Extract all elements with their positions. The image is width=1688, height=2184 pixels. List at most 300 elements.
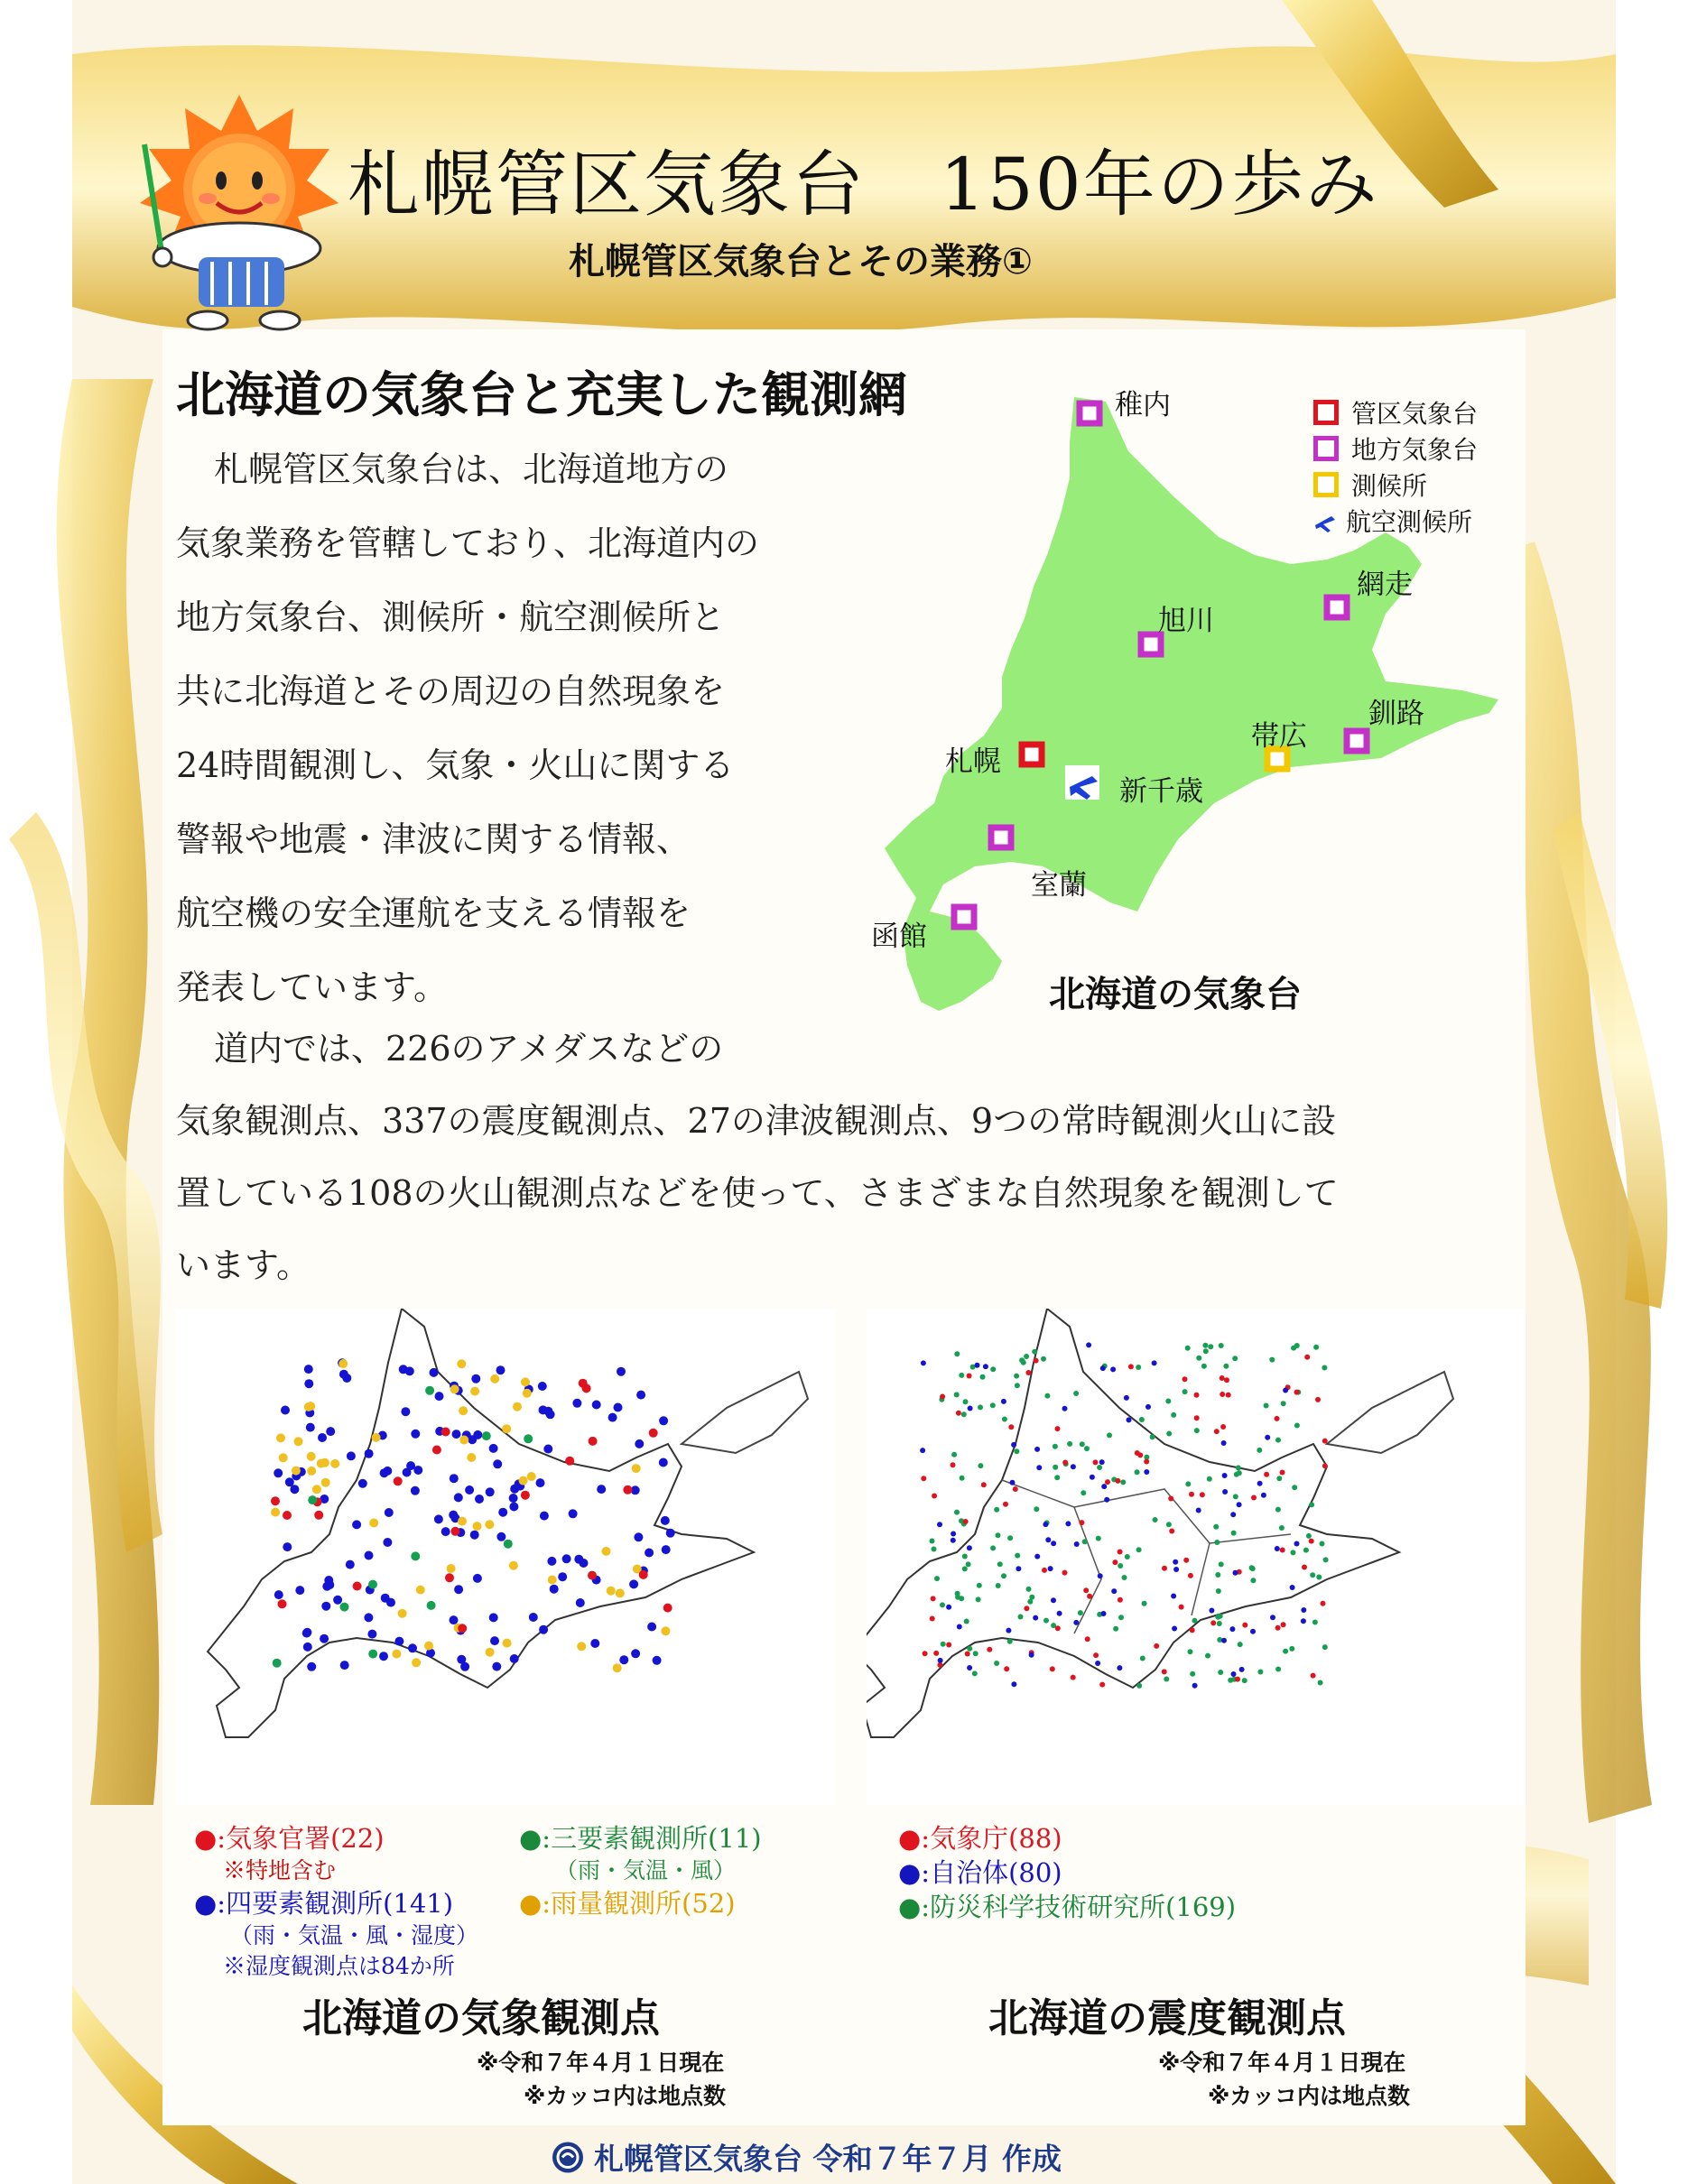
station-dot <box>959 1373 964 1378</box>
station-dot <box>636 1391 645 1400</box>
station-dot <box>1281 1622 1286 1627</box>
station-dot <box>324 1576 333 1585</box>
station-dot <box>1018 1615 1024 1620</box>
station-dot <box>1034 1554 1040 1559</box>
station-dot <box>471 1374 480 1384</box>
station-dot <box>1032 1349 1037 1355</box>
station-dot <box>661 1516 670 1525</box>
station-dot <box>521 1491 530 1500</box>
station-dot <box>960 1476 965 1481</box>
station-dot <box>295 1586 304 1595</box>
station-dot <box>509 1503 518 1512</box>
station-dot <box>972 1670 978 1676</box>
station-dot <box>1205 1653 1210 1659</box>
station-dot <box>955 1595 960 1600</box>
station-dot <box>1196 1356 1201 1361</box>
station-dot <box>1011 1442 1016 1448</box>
station-dot <box>452 1430 461 1439</box>
station-dot <box>1128 1364 1134 1369</box>
station-dot <box>632 1464 641 1473</box>
station-dot <box>432 1446 441 1455</box>
station-dot <box>994 1661 999 1666</box>
station-dot <box>1033 1615 1038 1621</box>
station-dot <box>1008 1424 1014 1430</box>
station-dot <box>1067 1441 1072 1447</box>
station-dot <box>1113 1626 1118 1632</box>
station-dot <box>951 1538 956 1543</box>
station-dot <box>468 1435 477 1444</box>
station-dot <box>1019 1357 1025 1363</box>
station-dot <box>304 1402 313 1411</box>
station-dot <box>562 1554 571 1563</box>
station-dot <box>1168 1496 1173 1502</box>
red-square-icon <box>1313 400 1339 425</box>
station-dot <box>490 1636 499 1645</box>
station-dot <box>1050 1666 1055 1671</box>
station-dot <box>450 1384 459 1393</box>
station-dot <box>1015 1383 1020 1388</box>
station-dot <box>659 1458 668 1467</box>
station-dot <box>1280 1548 1285 1553</box>
station-dot <box>1294 1423 1300 1429</box>
station-dot <box>1150 1434 1155 1439</box>
station-dot <box>1104 1497 1109 1503</box>
station-dot <box>449 1511 458 1520</box>
station-dot <box>1309 1539 1314 1544</box>
station-dot <box>450 1474 459 1483</box>
station-dot <box>519 1476 528 1485</box>
station-dot <box>454 1493 463 1502</box>
station-dot <box>574 1555 583 1564</box>
station-dot <box>956 1411 961 1416</box>
station-dot <box>1062 1570 1068 1576</box>
station-dot <box>1216 1588 1221 1594</box>
station-dot <box>1311 1673 1316 1679</box>
station-dot <box>1029 1652 1034 1658</box>
station-dot <box>326 1427 335 1436</box>
station-dot <box>411 1551 420 1560</box>
station-dot <box>459 1406 468 1415</box>
station-dot <box>394 1637 403 1646</box>
station-dot <box>425 1386 434 1395</box>
station-dot <box>1048 1566 1053 1571</box>
station-dot <box>278 1599 287 1608</box>
station-dot <box>558 1572 567 1581</box>
legend-local-gov-stations: ●:自治体(80) <box>898 1857 1062 1888</box>
station-dot <box>1127 1417 1132 1422</box>
station-dot <box>1235 1677 1240 1682</box>
station-dot <box>504 1540 513 1549</box>
station-dot <box>1007 1639 1013 1644</box>
station-dot <box>271 1508 280 1517</box>
station-dot <box>1010 1480 1016 1485</box>
sun-mascot-icon <box>135 90 343 334</box>
station-dot <box>294 1437 303 1446</box>
station-dot <box>1085 1636 1090 1642</box>
station-dot <box>450 1615 459 1624</box>
station-dot <box>470 1387 479 1396</box>
station-dot <box>1283 1649 1288 1654</box>
station-dot <box>1095 1661 1100 1666</box>
station-dot <box>1016 1566 1021 1571</box>
paragraph-line: 発表しています。 <box>176 967 448 1007</box>
station-dot <box>496 1365 505 1374</box>
station-dot <box>1196 1508 1201 1513</box>
station-dot <box>1194 1428 1200 1433</box>
station-dot <box>576 1598 585 1607</box>
station-dot <box>1201 1364 1207 1369</box>
station-dot <box>629 1579 638 1588</box>
station-dot <box>1228 1678 1233 1683</box>
station-dot <box>614 1403 623 1412</box>
station-dot <box>502 1424 511 1433</box>
station-dot <box>510 1654 519 1663</box>
station-dot <box>1283 1388 1288 1393</box>
station-dot <box>1242 1623 1247 1628</box>
station-dot <box>1006 1628 1011 1633</box>
airplane-icon <box>1313 509 1337 532</box>
station-dot <box>634 1532 643 1541</box>
station-dot <box>954 1351 960 1356</box>
station-dot <box>930 1616 935 1622</box>
station-dot <box>1118 1597 1123 1603</box>
station-dot <box>572 1399 581 1408</box>
paragraph-line: 気象業務を管轄しており、北海道内の <box>176 523 760 563</box>
station-dot <box>1316 1575 1322 1580</box>
offices-legend <box>1313 394 1478 539</box>
station-dot <box>1105 1479 1110 1485</box>
station-dot <box>441 1527 450 1536</box>
station-dot <box>285 1477 294 1486</box>
seismic-as-of-note: ※令和７年４月１日現在 <box>1158 2050 1406 2076</box>
station-dot <box>1306 1533 1312 1539</box>
station-dot <box>1232 1356 1238 1361</box>
station-dot <box>493 1459 502 1468</box>
station-dot <box>460 1662 469 1671</box>
offices-map-caption: 北海道の気象台 <box>1049 974 1302 1015</box>
station-dot <box>307 1452 316 1461</box>
station-dot <box>659 1416 668 1425</box>
weather-legend-left <box>194 1821 478 1982</box>
station-dot <box>1027 1599 1033 1605</box>
weather-count-note: ※カッコ内は地点数 <box>524 2083 727 2109</box>
station-dot <box>1154 1643 1159 1649</box>
station-dot <box>1236 1465 1241 1470</box>
station-dot <box>1051 1597 1056 1603</box>
page-title: 札幌管区気象台 150年の歩み <box>348 143 1379 227</box>
station-dot <box>1220 1392 1225 1397</box>
station-dot <box>1002 1417 1007 1422</box>
station-dot <box>951 1532 956 1537</box>
station-dot <box>485 1520 494 1529</box>
station-dot <box>1086 1342 1091 1347</box>
legend-four-element-stations: ●:四要素観測所(141) <box>194 1888 454 1919</box>
station-dot <box>569 1509 578 1518</box>
station-dot <box>312 1485 321 1494</box>
seismic-map-caption: 北海道の震度観測点 <box>988 1995 1346 2041</box>
seismic-count-note: ※カッコ内は地点数 <box>1208 2083 1411 2109</box>
station-dot <box>1294 1343 1300 1348</box>
station-dot <box>509 1561 518 1570</box>
station-dot <box>1279 1525 1285 1531</box>
station-dot <box>1118 1615 1124 1620</box>
station-dot <box>1301 1618 1306 1624</box>
station-dot <box>1210 1620 1216 1625</box>
station-dot <box>503 1639 512 1648</box>
station-dot <box>1055 1625 1061 1631</box>
station-dot <box>1124 1395 1129 1401</box>
station-dot <box>967 1665 972 1670</box>
station-dot <box>1310 1572 1315 1578</box>
station-dot <box>385 1508 394 1517</box>
station-dot <box>1215 1572 1220 1578</box>
station-dot <box>1322 1463 1328 1468</box>
station-dot <box>666 1529 675 1538</box>
paragraph-line: います。 <box>176 1245 311 1285</box>
station-dot <box>1233 1494 1238 1499</box>
station-dot <box>1034 1506 1039 1512</box>
station-dot <box>662 1545 671 1554</box>
station-dot <box>1142 1601 1147 1606</box>
station-dot <box>547 1557 556 1566</box>
station-dot <box>1101 1611 1107 1616</box>
station-dot <box>1165 1399 1171 1404</box>
station-dot <box>1162 1669 1167 1674</box>
station-dot <box>1237 1470 1242 1476</box>
station-dot <box>521 1377 530 1386</box>
station-dot <box>1055 1426 1061 1431</box>
label-shinchitose: 新千歳 <box>1119 775 1203 808</box>
station-dot <box>1185 1481 1191 1486</box>
station-dot <box>1171 1412 1176 1418</box>
station-dot <box>933 1651 939 1656</box>
station-dot <box>1202 1343 1208 1348</box>
station-dot <box>940 1602 945 1607</box>
station-dot <box>1074 1541 1080 1547</box>
legend-item-local <box>1313 430 1478 467</box>
station-dot <box>1093 1459 1099 1465</box>
station-dot <box>1224 1377 1229 1383</box>
legend-note: ※特地含む <box>223 1857 337 1883</box>
station-dot <box>379 1652 388 1661</box>
station-dot <box>457 1359 466 1368</box>
station-dot <box>475 1495 484 1504</box>
station-dot <box>957 1624 962 1630</box>
station-dot <box>639 1570 648 1579</box>
kushiro-marker <box>1347 731 1367 751</box>
station-dot <box>938 1658 943 1663</box>
station-dot <box>608 1413 617 1422</box>
station-dot <box>536 1478 545 1487</box>
legend-rain-stations: ●:雨量観測所(52) <box>519 1888 736 1919</box>
station-dot <box>1101 1484 1107 1489</box>
station-dot <box>1257 1670 1263 1675</box>
legend-official-stations: ●:気象官署(22) <box>194 1823 385 1854</box>
station-dot <box>1107 1432 1112 1438</box>
station-dot <box>617 1367 626 1376</box>
wakkanai-marker <box>1080 403 1099 423</box>
station-dot <box>271 1496 280 1505</box>
station-dot <box>1183 1376 1188 1382</box>
label-wakkanai: 稚内 <box>1115 389 1171 421</box>
station-dot <box>941 1642 946 1647</box>
station-dot <box>1062 1406 1068 1411</box>
station-dot <box>454 1585 463 1594</box>
station-dot <box>492 1662 501 1671</box>
weather-map-caption: 北海道の気象観測点 <box>302 1995 660 2041</box>
station-dot <box>967 1374 972 1379</box>
station-dot <box>645 1549 654 1558</box>
station-dot <box>1200 1492 1205 1497</box>
paragraph-line: 航空機の安全運航を支える情報を <box>176 893 691 933</box>
station-dot <box>613 1663 622 1672</box>
station-dot <box>330 1459 339 1468</box>
station-dot <box>1280 1470 1285 1476</box>
station-dot <box>1218 1670 1223 1675</box>
station-dot <box>607 1587 616 1596</box>
label-sapporo: 札幌 <box>945 745 1001 778</box>
station-dot <box>1322 1365 1327 1371</box>
station-dot <box>1099 1682 1105 1688</box>
label-asahikawa: 旭川 <box>1158 605 1214 637</box>
station-dot <box>1214 1540 1220 1545</box>
station-dot <box>490 1374 499 1384</box>
station-dot <box>308 1495 317 1504</box>
paragraph-line: 警報や地震・津波に関する情報、 <box>176 819 691 859</box>
station-dot <box>441 1428 450 1437</box>
station-dot <box>990 1402 996 1408</box>
station-dot <box>1294 1390 1300 1395</box>
station-dot <box>427 1601 436 1610</box>
station-dot <box>1220 1424 1226 1430</box>
station-dot <box>931 1596 936 1601</box>
station-dot <box>1136 1547 1142 1552</box>
station-dot <box>274 1590 283 1599</box>
station-dot <box>1144 1469 1149 1475</box>
station-dot <box>1026 1587 1032 1592</box>
station-dot <box>1117 1665 1122 1670</box>
yellow-square-icon <box>1313 472 1339 497</box>
station-dot <box>369 1519 378 1528</box>
station-dot <box>1099 1459 1105 1465</box>
station-dot <box>623 1485 632 1495</box>
station-dot <box>1290 1585 1295 1590</box>
station-dot <box>1231 1531 1237 1536</box>
station-dot <box>967 1545 972 1550</box>
station-dot <box>1036 1465 1042 1470</box>
shinchitose-airplane-icon <box>1065 765 1099 800</box>
station-dot <box>416 1586 425 1595</box>
station-dot <box>937 1522 942 1527</box>
station-dot <box>498 1508 507 1517</box>
station-dot <box>973 1651 978 1656</box>
station-dot <box>1185 1346 1191 1351</box>
station-dot <box>1011 1681 1016 1687</box>
station-dot <box>1275 1625 1281 1631</box>
station-dot <box>1322 1439 1328 1444</box>
station-dot <box>398 1609 407 1618</box>
station-dot <box>1233 1570 1238 1576</box>
station-dot <box>321 1602 330 1611</box>
station-dot <box>412 1658 421 1667</box>
hakodate-marker <box>954 907 974 927</box>
station-dot <box>663 1604 672 1613</box>
station-dot <box>1192 1683 1198 1689</box>
legend-note: （雨・気温・風） <box>555 1857 737 1883</box>
station-dot <box>1034 1447 1040 1452</box>
station-dot <box>1207 1476 1212 1482</box>
station-dot <box>1051 1541 1056 1546</box>
station-dot <box>1250 1566 1256 1571</box>
station-dot <box>1045 1537 1051 1542</box>
station-dot <box>965 1652 970 1657</box>
paragraph-line: 道内では、226のアメダスなどの <box>214 1029 724 1069</box>
station-dot <box>1231 1671 1237 1677</box>
station-dot <box>473 1574 482 1583</box>
station-dot <box>1183 1558 1189 1563</box>
station-dot <box>458 1624 467 1633</box>
station-dot <box>1081 1490 1086 1495</box>
station-dot <box>1053 1444 1058 1449</box>
paragraph-line: 24時間観測し、気象・火山に関する <box>176 745 735 785</box>
station-dot <box>318 1433 327 1442</box>
station-dot <box>661 1626 670 1635</box>
station-dot <box>565 1457 574 1466</box>
station-dot <box>635 1439 644 1448</box>
station-dot <box>1221 1638 1227 1643</box>
station-dot <box>465 1485 474 1495</box>
station-dot <box>1097 1465 1102 1470</box>
station-dot <box>486 1487 495 1496</box>
legend-label: 航空測候所 <box>1346 507 1473 537</box>
paragraph-line: 地方気象台、測候所・航空測候所と <box>176 597 726 637</box>
station-dot <box>968 1406 973 1411</box>
paragraph-line: 気象観測点、337の震度観測点、27の津波観測点、9つの常時観測火山に設 <box>176 1101 1337 1141</box>
station-dot <box>445 1573 454 1582</box>
station-dot <box>1054 1475 1060 1480</box>
station-dot <box>1172 1626 1177 1632</box>
station-dot <box>1041 1356 1046 1362</box>
station-dot <box>590 1639 599 1648</box>
station-dot <box>1164 1677 1169 1682</box>
station-dot <box>1275 1507 1281 1513</box>
label-abashiri: 網走 <box>1357 569 1413 601</box>
station-dot <box>340 1661 349 1670</box>
station-dot <box>1294 1541 1300 1547</box>
footer-text: 札幌管区気象台 令和７年７月 作成 <box>594 2141 1062 2177</box>
station-dot <box>1312 1620 1318 1625</box>
station-dot <box>538 1382 547 1391</box>
station-dot <box>961 1411 967 1417</box>
station-dot <box>527 1472 536 1481</box>
station-dot <box>1100 1365 1106 1371</box>
station-dot <box>470 1531 479 1540</box>
station-dot <box>987 1647 992 1652</box>
station-dot <box>616 1588 625 1597</box>
station-dot <box>1322 1644 1328 1650</box>
station-dot <box>1276 1476 1282 1481</box>
legend-note: ※湿度観測点は84か所 <box>223 1953 455 1979</box>
station-dot <box>1265 1435 1270 1440</box>
station-dot <box>649 1429 658 1438</box>
station-dot <box>1318 1680 1323 1686</box>
station-dot <box>276 1433 285 1442</box>
station-dot <box>647 1623 656 1632</box>
station-dot <box>963 1519 969 1524</box>
footer <box>551 2136 1062 2179</box>
station-dot <box>1135 1450 1140 1456</box>
station-dot <box>1217 1621 1222 1626</box>
